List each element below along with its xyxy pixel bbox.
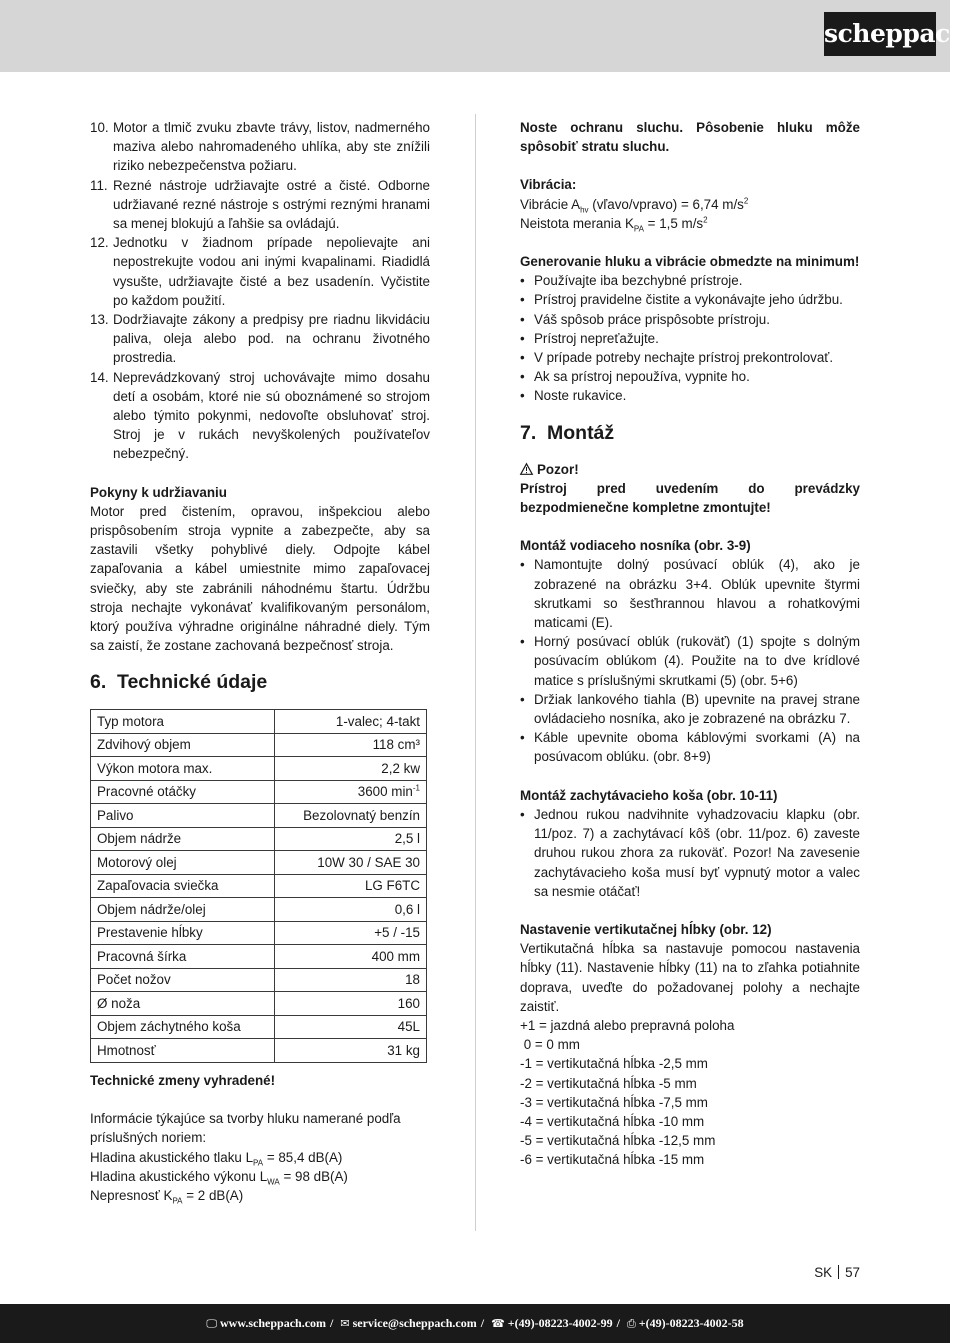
value-text: Hladina akustického tlaku L [90,1149,254,1165]
value-sub: PA [172,1196,183,1206]
table-row [91,733,427,757]
depth-line: -5 = vertikutačná hĺbka -12,5 mm [520,1133,716,1149]
spec-label: Hmotnosť [91,1039,275,1063]
value-line [520,214,860,233]
value-sub: PA [253,1158,264,1168]
phone-number: +(49)-08223-4002-99 [507,1316,613,1330]
depth-line: -3 = vertikutačná hĺbka -7,5 mm [520,1094,708,1110]
list-item: • Jednou rukou nadvihnite vyhadzovaciu klapku (obr. 11/poz. 7) a zachytávací kôš (obr. 11/poz. 6) zaveste druhou rukou zhora za rukoväť. Pozor! Na zavesenie zachytávacieho koša musí byť vypnutý motor a valec sa nesmie otáčať! [520,805,860,901]
spec-table [90,709,427,1063]
spec-value [274,1039,426,1063]
bag-list [520,805,860,901]
list-item: • Káble upevnite oboma káblovými svorkami (A) na posúvacom oblúku. (obr. 8+9) [520,728,860,766]
vibration-heading: Vibrácia: [520,177,577,193]
spec-value [274,945,426,969]
page-number: SK 57 [814,1265,860,1280]
spec-label: Objem nádrže/olej [91,898,275,922]
spec-value [274,968,426,992]
left-column [90,118,430,1205]
list-item: • Používajte iba bezchybné prístroje. [520,271,860,290]
column-divider [475,114,476,1231]
table-row [91,968,427,992]
value-text: = 2 dB(A) [182,1188,244,1203]
depth-line: -2 = vertikutačná hĺbka -5 mm [520,1075,697,1091]
fax-icon: ⎙ [626,1317,636,1330]
value-sup: 2 [703,215,708,225]
list-item: 12. Jednotku v žiadnom prípade nepolievajte ani nepostrekujte vodou ani inými kvapalinami. Riadidlá vysušte, udržiavajte čisté a bez usadenín. Vyčistite po každom použití. [90,235,430,308]
spec-label: Motorový olej [91,851,275,875]
caution-line: Pozor! [520,460,860,479]
value-line [90,1186,430,1205]
list-item: • Ak sa prístroj nepoužíva, vypnite ho. [520,367,860,386]
spec-label: Zapaľovacia sviečka [91,874,275,898]
value-text: = 98 dB(A) [279,1168,348,1184]
spec-label: Ø noža [91,992,275,1016]
list-item: 11. Rezné nástroje udržiavajte ostré a čisté. Odborne udržiavané rezné nástroje s ostrými reznými hranami sa menej blokujú a ľahšie sa ovládajú. [90,177,430,232]
table-row [91,804,427,828]
spec-label: Objem záchytného koša [91,1015,275,1039]
depth-line: -1 = vertikutačná hĺbka -2,5 mm [520,1056,708,1072]
spec-value [274,1015,426,1039]
table-row [91,757,427,781]
table-row [91,851,427,875]
spec-value-text: LG F6TC [364,878,420,894]
phone-icon: ☎ [491,1317,505,1330]
footer-bar: 🖵 www.scheppach.com / ✉ service@scheppach.com / ☎ +(49)-08223-4002-99 / ⎙ +(49)-08223-4002-58 [0,1304,950,1343]
spec-label: Prestavenie hĺbky [91,921,275,945]
section-heading-6: 6. Technické údaje [90,671,268,694]
spec-label: Pracovné otáčky [91,780,275,804]
list-item: • Držiak lankového tiahla (B) upevnite na pravej strane ovládacieho nosníka, ako je zobrazené na obrázku 7. [520,690,860,728]
spec-label: Objem nádrže [91,827,275,851]
bag-heading: Montáž zachytávacieho koša (obr. 10-11) [520,787,778,803]
limit-heading: Generovanie hluku a vibrácie obmedzte na minimum! [520,254,860,270]
value-sub: hv [580,205,589,215]
website-link[interactable]: www.scheppach.com [220,1316,327,1330]
vibration-values [520,195,860,233]
spec-value-text: 118 cm³ [372,737,420,753]
spec-value-text: 2,5 l [394,831,420,847]
depth-line: -4 = vertikutačná hĺbka -10 mm [520,1113,705,1129]
depth-heading: Nastavenie vertikutačnej hĺbky (obr. 12) [520,921,772,937]
spec-label: Typ motora [91,710,275,734]
spec-value [274,874,426,898]
noise-values [90,1148,430,1206]
depth-values [520,1016,860,1170]
table-row [91,1039,427,1063]
list-item: • V prípade potreby nechajte prístroj prekontrolovať. [520,348,860,367]
spec-value-text: 2,2 kw [381,760,420,776]
mail-icon: ✉ [340,1317,350,1330]
list-item: • Prístroj nepreťažujte. [520,329,860,348]
value-line [520,195,860,214]
spec-value [274,921,426,945]
table-row [91,827,427,851]
table-row [91,945,427,969]
value-sub: PA [633,224,644,234]
value-text: Neistota merania K [520,215,634,231]
header-band [0,0,967,72]
table-row [91,921,427,945]
value-text: = 1,5 m/s [643,215,704,231]
list-item: • Noste rukavice. [520,386,860,405]
handle-heading: Montáž vodiaceho nosníka (obr. 3-9) [520,538,751,554]
value-text: Hladina akustického výkonu L [90,1168,268,1184]
caution-text: Prístroj pred uvedením do prevádzky bezpodmienečne kompletne zmontujte! [520,480,860,516]
spec-value [274,733,426,757]
value-text: (vľavo/vpravo) = 6,74 m/s [588,196,744,212]
spec-value-text: 1-valec; 4-takt [335,713,420,729]
noise-intro: Informácie týkajúce sa tvorby hluku namerané podľa príslušných noriem: [90,1111,401,1146]
spec-value-text: 400 mm [371,948,420,964]
spec-value [274,992,426,1016]
value-line [90,1167,430,1186]
spec-label: Pracovná šírka [91,945,275,969]
list-item: 14. Neprevádzkovaný stroj uchovávajte mimo dosahu detí a osobám, ktoré nie sú oboznámené so strojom alebo týmito pokynmi, nedovoľte obsluhovať stroj. Stroj je v rukách nevyškolených používateľov nebezpečný. [90,369,430,462]
value-sub: WA [267,1177,280,1187]
list-item: • Namontujte dolný posúvací oblúk (4), ako je zobrazené na obrázku 3+4. Oblúk upevnite štyrmi skrutkami so šesťhrannou hlavou a rohatkovými maticami (E). [520,555,860,632]
spec-value [274,898,426,922]
table-row [91,780,427,804]
depth-line: 0 = 0 mm [520,1037,580,1053]
spec-label: Výkon motora max. [91,757,275,781]
table-row [91,898,427,922]
table-row [91,874,427,898]
spec-value [274,757,426,781]
limit-list [520,271,860,405]
value-sup: 2 [743,196,749,206]
table-row [91,992,427,1016]
spec-value-text: 160 [397,995,420,1011]
spec-value-sup: -1 [412,783,420,793]
spec-value-text: 10W 30 / SAE 30 [317,854,420,870]
safety-list [90,118,430,464]
list-item: • Prístroj pravidelne čistite a vykonávajte jeho údržbu. [520,290,860,309]
spec-value [274,827,426,851]
value-text: Nepresnosť K [90,1188,173,1203]
depth-text: Vertikutačná hĺbka sa nastavuje pomocou nastavenia hĺbky (11). Nastavenie hĺbky (11) na to zľahka potiahnite doprava, uveďte do požadovanej polohy a nechajte zaistiť. [520,941,860,1014]
fax-number: +(49)-08223-4002-58 [638,1316,744,1330]
spec-value [274,804,426,828]
spec-label: Palivo [91,804,275,828]
maintenance-heading: Pokyny k udržiavaniu [90,484,227,500]
table-row [91,1015,427,1039]
depth-line: -6 = vertikutačná hĺbka -15 mm [520,1152,705,1168]
spec-value [274,851,426,875]
list-item: 13. Dodržiavajte zákony a predpisy pre riadnu likvidáciu paliva, oleja alebo pod. na ochranu životného prostredia. [90,312,430,366]
spec-value-text: +5 / -15 [374,925,420,941]
value-text: Vibrácie A [520,196,581,212]
spec-value-text: 18 [405,972,420,988]
warning-triangle-icon [520,463,533,475]
spec-label: Zdvihový objem [91,733,275,757]
value-text: = 85,4 dB(A) [263,1149,343,1165]
spec-value-text: 3600 min [357,784,413,800]
email-link[interactable]: service@scheppach.com [352,1316,477,1330]
list-item: 10. Motor a tlmič zvuku zbavte trávy, listov, nadmerného maziva alebo nahromadeného uhlíka, aby ste znížili riziko nebezpečenstva požiaru. [90,120,430,174]
depth-line: +1 = jazdná alebo prepravná poloha [520,1017,735,1033]
section-heading-7: 7. Montáž [520,421,615,444]
table-row [91,710,427,734]
spec-value-text: 45L [397,1019,420,1035]
list-item: • Horný posúvací oblúk (rukoväť) (1) spojte s dolným posúvacím oblúkom (4). Použite na to dve krídlové matice s príslušnými skrutkami (5) (obr. 5+6) [520,632,860,690]
spec-value-text: Bezolovnatý benzín [303,807,420,823]
handle-list [520,555,860,766]
spec-value-text: 31 kg [387,1042,420,1058]
hearing-warning: Noste ochranu sluchu. Pôsobenie hluku môže spôsobiť stratu sluchu. [520,120,860,155]
right-column [520,118,860,1170]
brand-logo: scheppach [824,12,936,56]
spec-value [274,780,426,804]
maintenance-text: Motor pred čistením, opravou, inšpekciou alebo prispôsobením stroja vypnite a zabezpečte, aby sa zastavili všetky pohyblivé diely. Odpojte kábel zapaľovania a kábel umiestnite mimo zapaľovacej sviečky, aby ste zabránili náhodnému štartu. Údržbu stroja nechajte vykonávať kvalifikovaným personálom, ktorý používa výhradne originálne náhradné diely. Tým sa zaistí, že zostane zachovaná bezpečnosť stroja. [90,503,430,654]
tech-changes-note: Technické zmeny vyhradené! [90,1072,276,1088]
list-item: • Váš spôsob práce prispôsobte prístroju. [520,310,860,329]
value-line [90,1148,430,1167]
spec-label: Počet nožov [91,968,275,992]
spec-value-text: 0,6 l [394,901,420,917]
spec-value [274,710,426,734]
computer-icon: 🖵 [206,1317,218,1330]
